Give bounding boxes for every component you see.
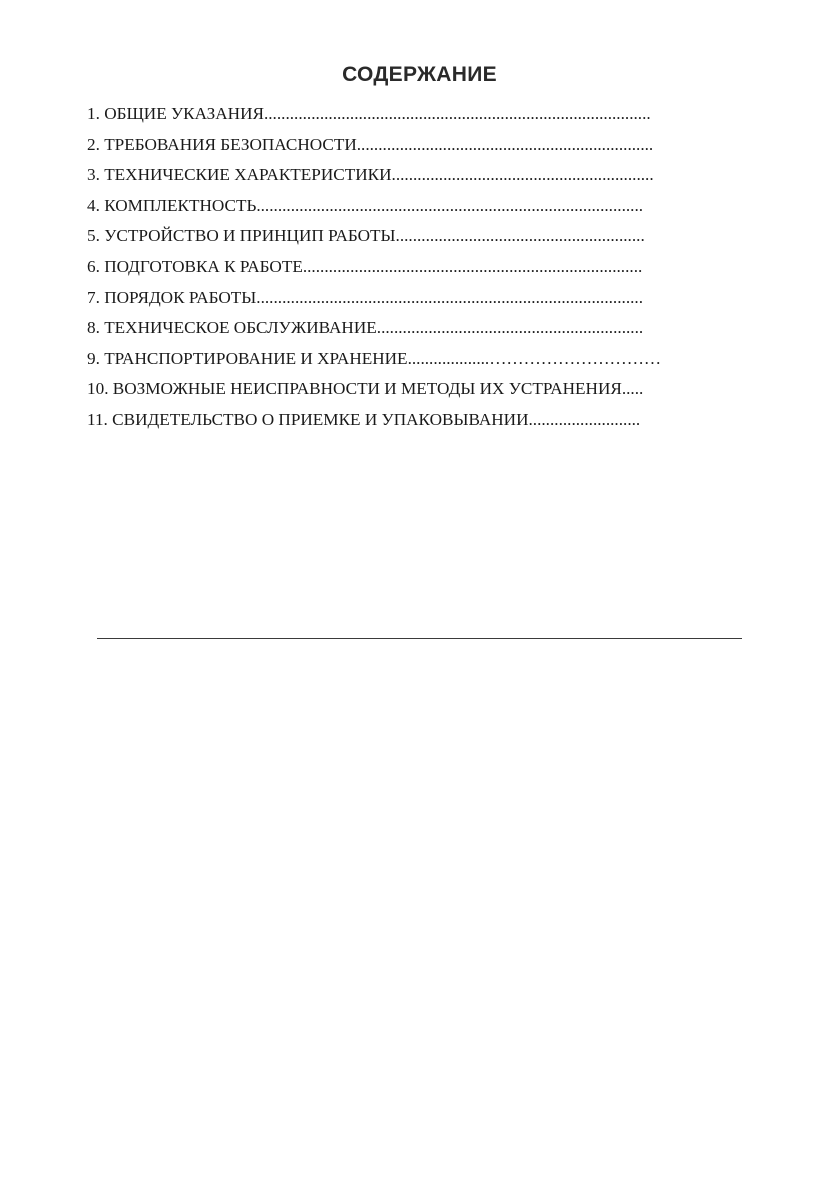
toc-item-leader: .......................................................... [395,226,645,246]
toc-item-text: 9. ТРАНСПОРТИРОВАНИЕ И ХРАНЕНИЕ [87,348,408,368]
toc-item-leader: .............................................................. [376,318,644,338]
toc-item-leader: ..... [621,379,644,399]
toc-item [87,221,661,252]
toc-item [87,313,661,344]
toc-item-text: 8. ТЕХНИЧЕСКОЕ ОБСЛУЖИВАНИЕ [87,318,377,338]
toc-item [87,130,661,161]
toc-item-leader: .......................................................................................... [256,287,643,307]
horizontal-rule [97,638,742,639]
toc-item-text: 3. ТЕХНИЧЕСКИЕ ХАРАКТЕРИСТИКИ [87,165,392,185]
toc-item-text: 6. ПОДГОТОВКА К РАБОТЕ [87,256,303,276]
toc-item-text: 5. УСТРОЙСТВО И ПРИНЦИП РАБОТЫ [87,226,396,246]
toc-item-text: 11. СВИДЕТЕЛЬСТВО О ПРИЕМКЕ И УПАКОВЫВАНИИ [87,409,529,429]
toc-item-leader: ..................................................................... [356,134,654,154]
toc-item-leader: ............................................................. [391,165,654,185]
toc-item-text: 2. ТРЕБОВАНИЯ БЕЗОПАСНОСТИ [87,134,357,154]
toc-item [87,99,661,130]
toc-item [87,252,661,283]
toc-item-text: 10. ВОЗМОЖНЫЕ НЕИСПРАВНОСТИ И МЕТОДЫ ИХ УСТРАНЕНИЯ [87,379,622,399]
toc-item [87,191,661,222]
table-of-contents [87,99,661,436]
toc-item-leader: .......................................................................................... [256,195,644,215]
toc-item [87,405,661,436]
toc-item-leader: .......................... [528,409,641,429]
toc-item-leader: ...................………………………… [407,348,662,368]
toc-item-leader: ............................................................................... [302,256,643,276]
toc-item [87,374,661,405]
toc-item-text: 7. ПОРЯДОК РАБОТЫ [87,287,257,307]
toc-item-text: 4. КОМПЛЕКТНОСТЬ [87,195,257,215]
toc-item [87,160,661,191]
toc-item [87,283,661,314]
toc-item-text: 1. ОБЩИЕ УКАЗАНИЯ [87,104,264,123]
toc-item [87,344,661,375]
page-title: СОДЕРЖАНИЕ [342,63,497,86]
toc-item-leader: .......................................................................................... [263,104,651,123]
